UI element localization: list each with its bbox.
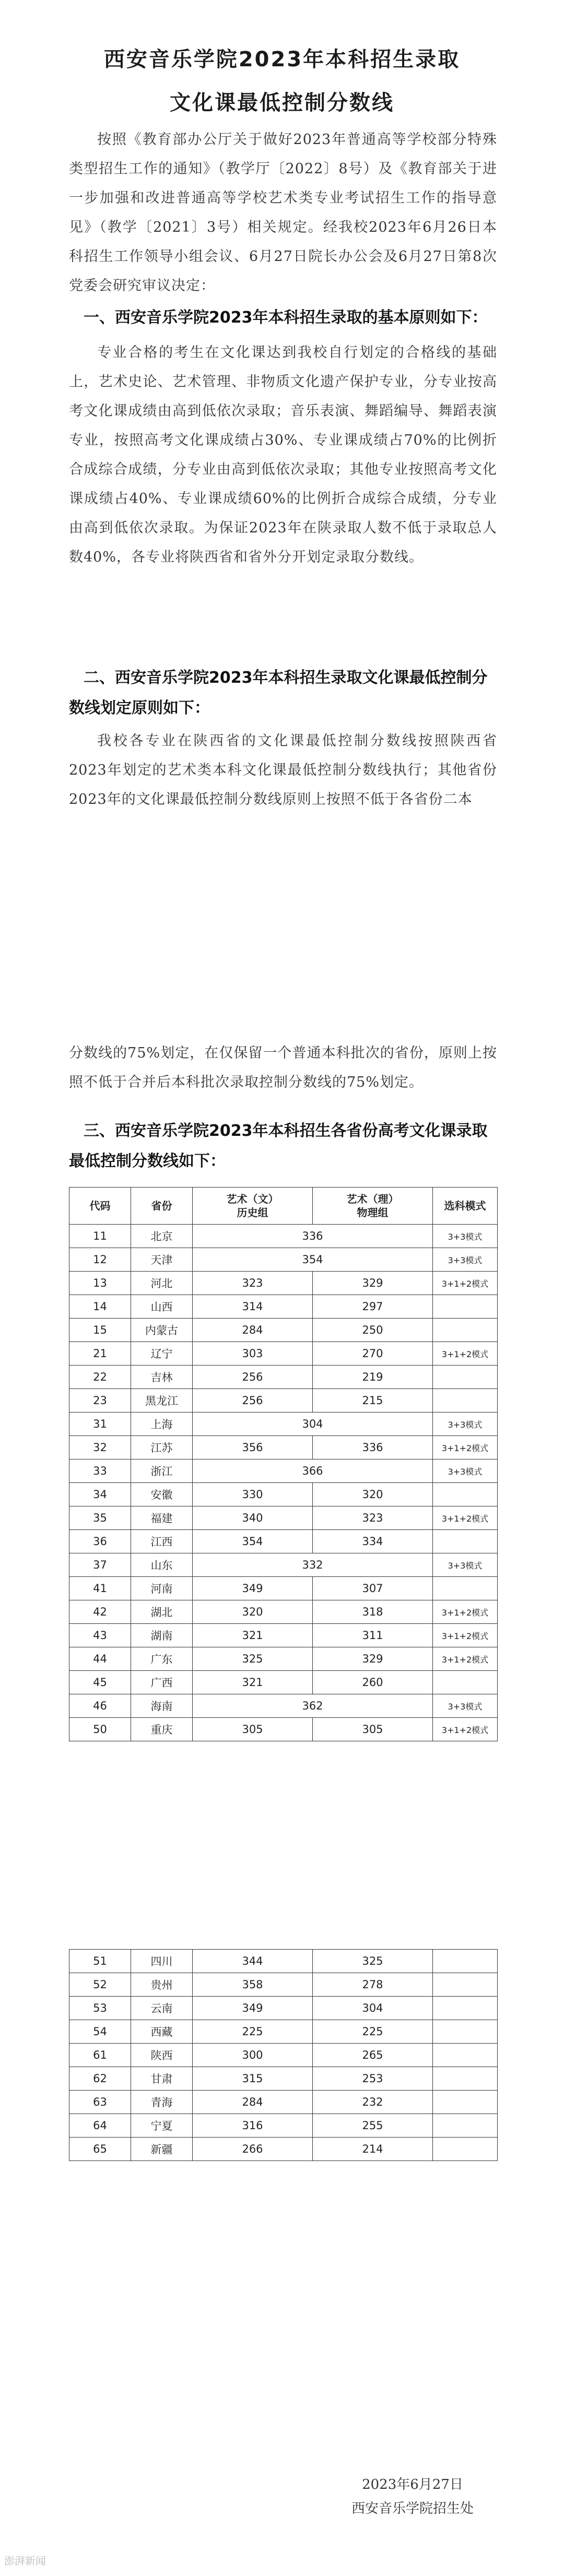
cell-science-score: 250: [313, 1319, 433, 1342]
cell-code: 52: [69, 1973, 131, 1997]
cell-arts-score: 321: [193, 1671, 313, 1694]
cell-code: 54: [69, 2020, 131, 2044]
cell-code: 21: [69, 1342, 131, 1366]
cell-code: 23: [69, 1389, 131, 1412]
cell-code: 43: [69, 1624, 131, 1647]
cell-science-score: 225: [313, 2020, 433, 2044]
cell-mode: 3+1+2模式: [433, 1342, 498, 1366]
cell-merged-score: 332: [193, 1553, 433, 1577]
cell-mode: 3+1+2模式: [433, 1436, 498, 1459]
cell-code: 61: [69, 2044, 131, 2067]
cell-science-score: 307: [313, 1577, 433, 1600]
header-science-line-1: 艺术（理）: [346, 1193, 399, 1205]
cell-mode: 3+3模式: [433, 1694, 498, 1718]
cell-arts-score: 330: [193, 1483, 313, 1506]
cell-mode: 3+3模式: [433, 1412, 498, 1436]
cell-science-score: 219: [313, 1366, 433, 1389]
table-row: [69, 1366, 498, 1389]
cell-arts-score: 323: [193, 1272, 313, 1295]
cell-code: 32: [69, 1436, 131, 1459]
cell-code: 41: [69, 1577, 131, 1600]
cell-mode: [433, 1973, 498, 1997]
cell-province: 黑龙江: [131, 1389, 193, 1412]
cell-code: 42: [69, 1600, 131, 1624]
cell-mode: [433, 2044, 498, 2067]
table-row: [69, 1997, 498, 2020]
cell-province: 云南: [131, 1997, 193, 2020]
cell-arts-score: 314: [193, 1295, 313, 1319]
cell-science-score: 265: [313, 2044, 433, 2067]
title-line-1: 西安音乐学院2023年本科招生录取: [103, 48, 461, 72]
cell-arts-score: 256: [193, 1366, 313, 1389]
cell-code: 34: [69, 1483, 131, 1506]
cell-mode: [433, 1997, 498, 2020]
table-row: [69, 1600, 498, 1624]
cell-science-score: 270: [313, 1342, 433, 1366]
cell-province: 上海: [131, 1412, 193, 1436]
cell-province: 江西: [131, 1530, 193, 1553]
cell-arts-score: 356: [193, 1436, 313, 1459]
cell-code: 13: [69, 1272, 131, 1295]
cell-mode: 3+1+2模式: [433, 1624, 498, 1647]
cell-merged-score: 366: [193, 1459, 433, 1483]
cell-code: 50: [69, 1718, 131, 1741]
cell-province: 宁夏: [131, 2114, 193, 2138]
cell-arts-score: 266: [193, 2138, 313, 2161]
cell-mode: [433, 2138, 498, 2161]
cell-mode: 3+3模式: [433, 1459, 498, 1483]
cell-arts-score: 256: [193, 1389, 313, 1412]
cell-arts-score: 284: [193, 2091, 313, 2114]
table-row: [69, 1225, 498, 1248]
table-row: [69, 1624, 498, 1647]
cell-province: 辽宁: [131, 1342, 193, 1366]
cell-mode: [433, 1295, 498, 1319]
cell-science-score: 334: [313, 1530, 433, 1553]
cell-science-score: 318: [313, 1600, 433, 1624]
cell-science-score: 305: [313, 1718, 433, 1741]
cell-science-score: 215: [313, 1389, 433, 1412]
cell-province: 湖南: [131, 1624, 193, 1647]
watermark: 澎湃新闻: [4, 2555, 46, 2567]
table-row: [69, 1342, 498, 1366]
cell-merged-score: 362: [193, 1694, 433, 1718]
table-row: [69, 1295, 498, 1319]
table-row: [69, 1506, 498, 1530]
cell-code: 14: [69, 1295, 131, 1319]
cell-mode: 3+1+2模式: [433, 1506, 498, 1530]
cell-province: 山东: [131, 1553, 193, 1577]
cell-province: 海南: [131, 1694, 193, 1718]
score-table-body-1: [69, 1225, 498, 1741]
score-table-body-2: [69, 1950, 498, 2161]
cell-code: 11: [69, 1225, 131, 1248]
cell-science-score: 278: [313, 1973, 433, 1997]
cell-merged-score: 354: [193, 1248, 433, 1272]
table-row: [69, 1412, 498, 1436]
table-row: [69, 2067, 498, 2091]
cell-province: 广东: [131, 1647, 193, 1671]
cell-science-score: 255: [313, 2114, 433, 2138]
cell-science-score: 325: [313, 1950, 433, 1973]
cell-mode: [433, 1530, 498, 1553]
cell-mode: [433, 2067, 498, 2091]
cell-science-score: 232: [313, 2091, 433, 2114]
section-2-heading: 二、西安音乐学院2023年本科招生录取文化课最低控制分数线划定原则如下：: [69, 669, 488, 717]
title-line-2: 文化课最低控制分数线: [170, 91, 394, 115]
cell-code: 31: [69, 1412, 131, 1436]
cell-code: 35: [69, 1506, 131, 1530]
cell-mode: [433, 1483, 498, 1506]
cell-province: 河南: [131, 1577, 193, 1600]
cell-province: 安徽: [131, 1483, 193, 1506]
cell-arts-score: 305: [193, 1718, 313, 1741]
cell-mode: 3+1+2模式: [433, 1647, 498, 1671]
cell-mode: [433, 1577, 498, 1600]
table-row: [69, 1459, 498, 1483]
cell-province: 新疆: [131, 2138, 193, 2161]
cell-province: 西藏: [131, 2020, 193, 2044]
cell-arts-score: 300: [193, 2044, 313, 2067]
table-row: [69, 1950, 498, 1973]
table-row: [69, 1694, 498, 1718]
cell-province: 湖北: [131, 1600, 193, 1624]
cell-arts-score: 321: [193, 1624, 313, 1647]
cell-arts-score: 344: [193, 1950, 313, 1973]
table-row: [69, 1718, 498, 1741]
header-arts-line-1: 艺术（文）: [226, 1193, 279, 1205]
cell-province: 北京: [131, 1225, 193, 1248]
cell-science-score: 297: [313, 1295, 433, 1319]
cell-province: 山西: [131, 1295, 193, 1319]
cell-mode: [433, 1389, 498, 1412]
cell-mode: [433, 1950, 498, 1973]
cell-mode: 3+1+2模式: [433, 1718, 498, 1741]
cell-mode: 3+3模式: [433, 1553, 498, 1577]
cell-science-score: 336: [313, 1436, 433, 1459]
score-table-part-1: [69, 1187, 498, 1741]
table-row: [69, 1436, 498, 1459]
cell-mode: [433, 2091, 498, 2114]
table-row: [69, 2091, 498, 2114]
cell-code: 62: [69, 2067, 131, 2091]
cell-arts-score: 315: [193, 2067, 313, 2091]
cell-science-score: 323: [313, 1506, 433, 1530]
cell-code: 64: [69, 2114, 131, 2138]
intro-paragraph: 按照《教育部办公厅关于做好2023年普通高等学校部分特殊类型招生工作的通知》（教学厅〔2022〕8号）及《教育部关于进一步加强和改进普通高等学校艺术类专业考试招生工作的指导意见》（教学〔2021〕3号）相关规定。经我校2023年6月26日本科招生工作领导小组会议、6月27日院长办公会及6月27日第8次党委会研究审议决定：: [69, 132, 497, 294]
section-2-body-part-2: 分数线的75%划定，在仅保留一个普通本科批次的省份，原则上按照不低于合并后本科批次录取控制分数线的75%划定。: [69, 1045, 497, 1090]
cell-code: 53: [69, 1997, 131, 2020]
cell-arts-score: 225: [193, 2020, 313, 2044]
cell-mode: [433, 1319, 498, 1342]
cell-science-score: 253: [313, 2067, 433, 2091]
table-header-row: [69, 1188, 498, 1225]
header-province: 省份: [131, 1188, 193, 1225]
footer-signature: 西安音乐学院招生处: [351, 2501, 474, 2516]
cell-science-score: 311: [313, 1624, 433, 1647]
header-science: [313, 1188, 433, 1225]
cell-science-score: 304: [313, 1997, 433, 2020]
cell-arts-score: 354: [193, 1530, 313, 1553]
table-row: [69, 1248, 498, 1272]
header-arts: [193, 1188, 313, 1225]
section-2-body-part-1: 我校各专业在陕西省的文化课最低控制分数线按照陕西省2023年划定的艺术类本科文化课最低控制分数线执行；其他省份2023年的文化课最低控制分数线原则上按照不低于各省份二本: [69, 733, 497, 808]
cell-province: 天津: [131, 1248, 193, 1272]
cell-code: 22: [69, 1366, 131, 1389]
cell-arts-score: 316: [193, 2114, 313, 2138]
header-science-line-2: 物理组: [357, 1206, 389, 1219]
cell-mode: 3+3模式: [433, 1225, 498, 1248]
cell-province: 贵州: [131, 1973, 193, 1997]
table-row: [69, 1530, 498, 1553]
table-row: [69, 2020, 498, 2044]
section-1-body: 专业合格的考生在文化课达到我校自行划定的合格线的基础上，艺术史论、艺术管理、非物质文化遗产保护专业，分专业按高考文化课成绩由高到低依次录取；音乐表演、舞蹈编导、舞蹈表演专业，按照高考文化课成绩占30%、专业课成绩占70%的比例折合成综合成绩，分专业由高到低依次录取；其他专业按照高考文化课成绩占40%、专业课成绩60%的比例折合成综合成绩，分专业由高到低依次录取。为保证2023年在陕录取人数不低于录取总人数40%，各专业将陕西省和省外分开划定录取分数线。: [69, 345, 497, 565]
cell-province: 江苏: [131, 1436, 193, 1459]
cell-code: 65: [69, 2138, 131, 2161]
section-1-heading: 一、西安音乐学院2023年本科招生录取的基本原则如下：: [84, 308, 488, 327]
cell-science-score: 260: [313, 1671, 433, 1694]
cell-arts-score: 340: [193, 1506, 313, 1530]
table-row: [69, 1577, 498, 1600]
cell-science-score: 329: [313, 1647, 433, 1671]
table-row: [69, 2138, 498, 2161]
cell-province: 浙江: [131, 1459, 193, 1483]
cell-province: 吉林: [131, 1366, 193, 1389]
table-row: [69, 1483, 498, 1506]
table-row: [69, 1553, 498, 1577]
cell-code: 46: [69, 1694, 131, 1718]
table-row: [69, 1973, 498, 1997]
table-row: [69, 2114, 498, 2138]
cell-province: 四川: [131, 1950, 193, 1973]
cell-mode: 3+1+2模式: [433, 1600, 498, 1624]
section-3-heading: 三、西安音乐学院2023年本科招生各省份高考文化课录取最低控制分数线如下：: [69, 1122, 488, 1170]
cell-code: 51: [69, 1950, 131, 1973]
header-code: 代码: [69, 1188, 131, 1225]
table-row: [69, 1647, 498, 1671]
cell-province: 河北: [131, 1272, 193, 1295]
cell-code: 15: [69, 1319, 131, 1342]
cell-province: 青海: [131, 2091, 193, 2114]
cell-arts-score: 358: [193, 1973, 313, 1997]
table-row: [69, 1671, 498, 1694]
cell-code: 36: [69, 1530, 131, 1553]
table-row: [69, 1319, 498, 1342]
cell-mode: [433, 2020, 498, 2044]
table-row: [69, 2044, 498, 2067]
cell-arts-score: 284: [193, 1319, 313, 1342]
cell-arts-score: 349: [193, 1997, 313, 2020]
cell-science-score: 214: [313, 2138, 433, 2161]
score-table-part-2: [69, 1949, 498, 2161]
cell-arts-score: 325: [193, 1647, 313, 1671]
cell-mode: 3+1+2模式: [433, 1272, 498, 1295]
cell-code: 37: [69, 1553, 131, 1577]
table-row: [69, 1389, 498, 1412]
cell-science-score: 329: [313, 1272, 433, 1295]
footer-date: 2023年6月27日: [362, 2477, 463, 2492]
cell-code: 44: [69, 1647, 131, 1671]
cell-province: 广西: [131, 1671, 193, 1694]
cell-arts-score: 349: [193, 1577, 313, 1600]
cell-arts-score: 303: [193, 1342, 313, 1366]
cell-code: 45: [69, 1671, 131, 1694]
cell-province: 陕西: [131, 2044, 193, 2067]
cell-mode: 3+3模式: [433, 1248, 498, 1272]
cell-science-score: 320: [313, 1483, 433, 1506]
cell-arts-score: 320: [193, 1600, 313, 1624]
header-mode: 选科模式: [433, 1188, 498, 1225]
cell-code: 33: [69, 1459, 131, 1483]
cell-mode: [433, 2114, 498, 2138]
cell-merged-score: 304: [193, 1412, 433, 1436]
cell-mode: [433, 1671, 498, 1694]
cell-province: 甘肃: [131, 2067, 193, 2091]
cell-code: 63: [69, 2091, 131, 2114]
cell-code: 12: [69, 1248, 131, 1272]
cell-mode: [433, 1366, 498, 1389]
cell-province: 内蒙古: [131, 1319, 193, 1342]
cell-province: 重庆: [131, 1718, 193, 1741]
cell-merged-score: 336: [193, 1225, 433, 1248]
table-row: [69, 1272, 498, 1295]
cell-province: 福建: [131, 1506, 193, 1530]
header-arts-line-2: 历史组: [237, 1206, 268, 1219]
